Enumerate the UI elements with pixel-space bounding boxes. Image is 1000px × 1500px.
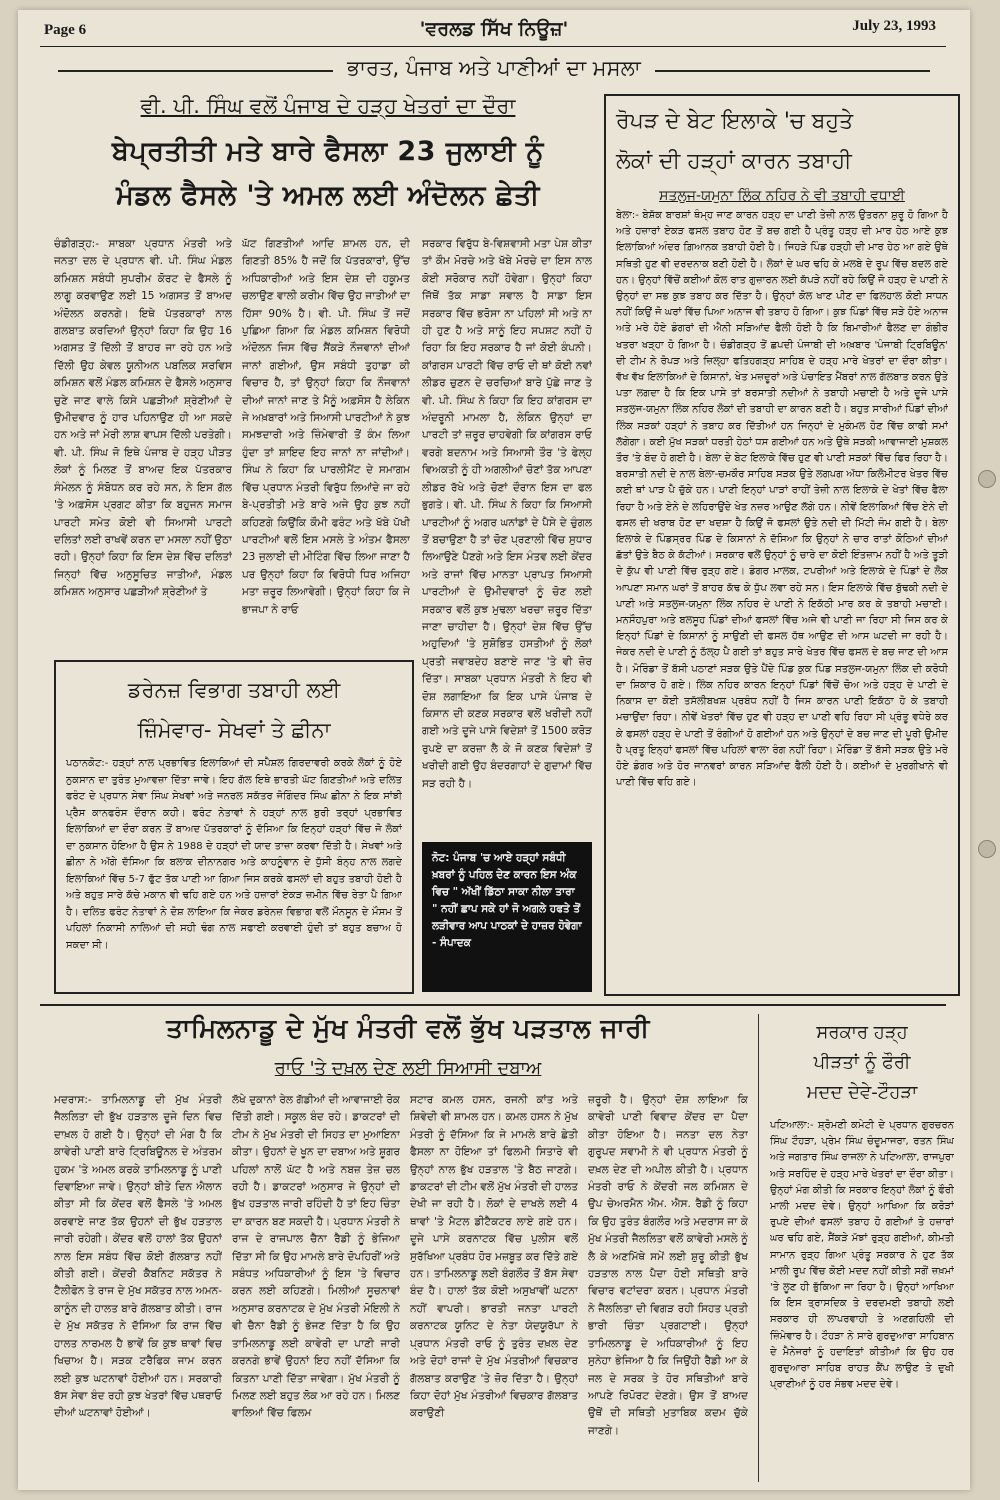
editor-note-text: ਨੋਟ: ਪੰਜਾਬ 'ਚ ਆਏ ਹੜ੍ਹਾਂ ਸਬੰਧੀ ਖ਼ਬਰਾਂ ਨੂੰ ਪਹਿਲ ਦੇਣ ਕਾਰਨ ਇਸ ਅੰਕ ਵਿਚ " ਅੱਖੀਂ ਡਿੱਠਾ ਸਾਕਾ ਨੀਲਾ ਤਾਰਾ " ਨਹੀਂ ਛਾਪ ਸਕੇ ਹਾਂ ਜੋ ਅਗਲੇ ਹਫਤੇ ਤੋਂ ਲੜੀਵਾਰ ਆਪ ਪਾਠਕਾਂ ਦੇ ਹਾਜ਼ਰ ਹੋਵੇਗਾ - <box>432 852 582 949</box>
relief-headline-1: ਸਰਕਾਰ ਹੜ੍ਹ <box>816 1022 908 1043</box>
relief-headline-3: ਮਦਦ ਦੇਵੇ-ਟੌਹੜਾ <box>806 1082 918 1103</box>
ropar-headline-1: ਰੋਪੜ ਦੇ ਬੇਟ ਇਲਾਕੇ 'ਚ ਬਹੁਤੇ <box>616 109 854 134</box>
lead-headline-1: ਬੇਪ੍ਰਤੀਤੀ ਮਤੇ ਬਾਰੇ ਫੈਸਲਾ 23 ਜੁਲਾਈ ਨੂੰ <box>112 136 544 167</box>
ropar-body: ਬੇਲਾ:- ਬੇਸ਼ੱਕ ਬਾਰਸ਼ਾਂ ਥੰਮ੍ਹ ਜਾਣ ਕਾਰਨ ਹੜ੍ਹ ਦਾ ਪਾਣੀ ਤੇਜ਼ੀ ਨਾਲ ਉਤਰਨਾ ਸ਼ੁਰੂ ਹੋ ਗਿਆ ਹੈ ਅਤੇ ਹਜ਼ਾਰਾਂ ਏਕੜ ਫਸਲ ਤਬਾਹ ਹੋਣ ਤੋਂ ਬਚ ਗਈ ਹੈ ਪ੍ਰੰਤੂ ਹੜ੍ਹ ਦੀ ਮਾਰ ਹੇਠ ਆਏ ਕੁਝ ਇਲਾਕਿਆਂ ਅੰਦਰ ਗ਼ਿਆਨਕ ਤਬਾਹੀ ਹੋਈ ਹੈ। ਜਿਹੜੇ ਪਿੰਡ ਹੜ੍ਹੀ ਦੀ ਮਾਰ ਹੇਠ ਆ ਗਏ ਉਥੇ ਸਥਿਤੀ ਹੁਣ ਵੀ ਦਰਦਨਾਕ ਬਣੀ ਹੋਈ ਹੈ। ਲੋਕਾਂ ਦੇ ਘਰ ਢਹਿ ਕੇ ਮਲਬੇ ਦੇ ਰੂਪ ਵਿੱਚ ਬਦਲ ਗਏ ਹਨ। ਉਨ੍ਹਾਂ ਵਿੱਚੋਂ ਕਈਆਂ ਕੋਲ ਰਾਤ ਗੁਜ਼ਾਰਨ ਲਈ ਕੱਪੜੇ ਨਹੀਂ ਰਹੇ ਕਿਉਂ ਜੋ ਹੜ੍ਹ ਦੇ ਪਾਣੀ ਨੇ ਉਨ੍ਹਾਂ ਦਾ ਸਭ ਕੁਝ ਤਬਾਹ ਕਰ ਦਿੱਤਾ ਹੈ। ਉਨ੍ਹਾਂ ਕੋਲ ਖਾਣ ਪੀਣ ਦਾ ਫਿਲਹਾਲ ਕੋਈ ਸਾਧਨ ਨਹੀਂ ਕਿਉਂ ਜੋ ਘਰਾਂ ਵਿੱਚ ਪਿਆ ਅਨਾਜ ਵੀ ਤਬਾਹ ਹੋ ਗਿਆ। ਕੁਝ ਪਿੰਡਾਂ ਵਿੱਚ ਸੜੇ ਹੋਏ ਅਨਾਜ ਅਤੇ ਮਰੇ ਹੋਏ ਡੰਗਰਾਂ ਦੀ ਐਨੀ ਸੜਿਆਂਦ ਫੈਲੀ ਹੋਈ ਹੈ ਕਿ ਬਿਮਾਰੀਆਂ ਫੈਲਣ ਦਾ ਗੰਭੀਰ ਖਤਰਾ ਖੜ੍ਹਾ ਹੋ ਗਿਆ ਹੈ। ਚੰਡੀਗੜ੍ਹ ਤੋਂ ਛਪਦੀ ਪੰਜਾਬੀ ਦੀ ਅਖ਼ਬਾਰ 'ਪੰਜਾਬੀ ਟ੍ਰਿਬਿਊਨ' ਦੀ ਟੀਮ ਨੇ ਰੋਪੜ ਅਤੇ ਜ਼ਿਲ੍ਹਾ ਫਤਿਹਗੜ੍ਹ ਸਾਹਿਬ ਦੇ ਹੜ੍ਹ ਮਾਰੇ ਖੇਤਰਾਂ ਦਾ ਦੌਰਾ ਕੀਤਾ। ਵੱਖ ਵੱਖ ਇਲਾਕਿਆਂ ਦੇ ਕਿਸਾਨਾਂ, ਖੇਤ ਮਜ਼ਦੂਰਾਂ ਅਤੇ ਪੰਚਾਇਤ ਮੈਂਬਰਾਂ ਨਾਲ ਗੱਲਬਾਤ ਕਰਨ ਉਤੇ ਪਤਾ ਲਗਦਾ ਹੈ ਕਿ ਇਕ ਪਾਸੇ ਤਾਂ ਬਰਸਾਤੀ ਨਦੀਆਂ ਨੇ ਤਬਾਹੀ ਮਚਾਈ ਹੈ ਅਤੇ ਦੂਜੇ ਪਾਸੇ ਸਤਲੁਜ-ਯਮੁਨਾ ਲਿੰਕ ਨਹਿਰ ਲੋਕਾਂ ਦੀ ਤਬਾਹੀ ਦਾ ਕਾਰਨ ਬਣੀ ਹੈ। ਬਹੁਤ ਸਾਰੀਆਂ ਪਿੰਡਾਂ ਦੀਆਂ ਲਿੰਕ ਸੜਕਾਂ ਹੜ੍ਹਾਂ ਨੇ ਤਬਾਹ ਕਰ ਦਿੱਤੀਆਂ ਹਨ ਜਿਨ੍ਹਾਂ ਦੇ ਮੁਕੰਮਲ ਹੋਣ ਵਿੱਚ ਕਾਫੀ ਸਮਾਂ ਲੱਗੇਗਾ। ਕਈ ਮੁੱਖ ਸੜਕਾਂ ਧਰਤੀ ਹੇਠਾਂ ਧਸ ਗਈਆਂ ਹਨ ਅਤੇ ਉਥੇ ਸੜਕੀ ਆਵਾਜਾਈ ਮੁਸ਼ਕਲ ਤੌਰ 'ਤੇ ਬੰਦ ਹੋ ਗਈ ਹੈ। ਬੇਲਾ ਦੇ ਬੇਟ ਇਲਾਕੇ ਵਿੱਚ ਹੁਣ ਵੀ ਪਾਣੀ ਸੜਕਾਂ ਵਿੱਚ ਫਿਰ ਰਿਹਾ ਹੈ। ਬਰਸਾਤੀ ਨਦੀ ਦੇ ਨਾਲ ਬੇਲਾ-ਚਮਕੌਰ ਸਾਹਿਬ ਸੜਕ ਉਤੇ ਲਗਪਗ ਅੱਧਾ ਕਿਲੋਮੀਟਰ ਖੇਤਰ ਵਿੱਚ ਕਈ ਥਾਂ ਪਾੜ ਪੈ ਚੁੱਕੇ ਹਨ। ਪਾਣੀ ਇਨ੍ਹਾਂ ਪਾੜਾਂ ਰਾਹੀਂ ਤੇਜ਼ੀ ਨਾਲ ਇਲਾਕੇ ਦੇ ਖੇਤਾਂ ਵਿੱਚ ਫੈਲਾ ਰਿਹਾ ਹੈ ਅਤੇ ਏਨੇ ਦੇ ਲਹਿਰਾਉਂਦੇ ਖੇਤ ਨਜ਼ਰ ਆਉਣ ਲੱਗੇ ਹਨ। ਨੀਵੇਂ ਇਲਾਕਿਆਂ ਵਿੱਚ ਏਨੇ ਦੀ ਫਸਲ ਦੀ ਖਰਾਬ ਹੋਣ ਦਾ ਖਦਸ਼ਾ ਹੈ ਕਿਉਂ ਜੋ ਫਸਲਾਂ ਉਤੇ ਨਦੀ ਦੀ ਮਿੱਟੀ ਜੰਮ ਗਈ ਹੈ। ਬੇਲਾ ਇਲਾਕੇ ਦੇ ਪਿੰਡਸ੍ਰਰ ਪਿੰਡ ਦੇ ਕਿਸਾਨਾਂ ਨੇ ਦੱਸਿਆ ਕਿ ਉਨ੍ਹਾਂ ਨੇ ਚਾਰ ਰਾਤਾਂ ਕੋਠਿਆਂ ਦੀਆਂ ਛੱਤਾਂ ਉਤੇ ਬੈਠ ਕੇ ਕੱਟੀਆਂ। ਸਰਕਾਰ ਵਲੋਂ ਉਨ੍ਹਾਂ ਨੂੰ ਚਾਰੇ ਦਾ ਕੋਈ ਇੰਤਜ਼ਾਮ ਨਹੀਂ ਹੈ ਅਤੇ ਤੂੜੀ ਦੇ ਕੁੱਪ ਵੀ ਪਾਣੀ ਵਿੱਚ ਰੁੜ੍ਹ ਗਏ। ਡੰਗਰ ਮਾਲਕ, ਟਪਰੀਆਂ ਅਤੇ ਇਲਾਕੇ ਦੇ ਪਿੰਡਾਂ ਦੇ ਲੋਕ ਆਪਣਾ ਸਮਾਨ ਘਰਾਂ ਤੋਂ ਬਾਹਰ ਕੱਢ ਕੇ ਧੁੱਪ ਲਵਾ ਰਹੇ ਸਨ। ਇਸ ਇਲਾਕੇ ਵਿੱਚ ਬੁੱਢਕੀ ਨਦੀ ਦੇ ਪਾਣੀ ਅਤੇ ਸਤਲੁਜ-ਯਮੁਨਾ ਲਿੰਕ ਨਹਿਰ ਦੇ ਪਾਣੀ ਨੇ ਇਕੱਠੀ ਮਾਰ ਕਰ ਕੇ ਤਬਾਹੀ ਮਚਾਈ। ਮਨਸੌਹਪੁਰਾ ਅਤੇ ਬਲਸੂਹ ਪਿੰਡਾਂ ਦੀਆਂ ਫਸਲਾਂ ਵਿੱਚ ਅਜੇ ਵੀ ਪਾਣੀ ਜਾ ਰਿਹਾ ਸੀ ਜਿਸ ਕਰ ਕੇ ਇਨ੍ਹਾਂ ਪਿੰਡਾਂ ਦੇ ਕਿਸਾਨਾਂ ਨੂੰ ਸਾਉਣੀ ਦੀ ਫਸਲ ਹੱਥ ਆਉਣ ਦੀ ਆਸ ਘਟਦੀ ਜਾ ਰਹੀ ਹੈ। ਜੇਕਰ ਨਦੀ ਦੇ ਪਾਣੀ ਨੂੰ ਠੱਲ੍ਹ ਪੈ ਗਈ ਤਾਂ ਬਹੁਤ ਸਾਰੇ ਖੇਤਰ ਵਿੱਚ ਫਸਲ ਦੇ ਬਚ ਜਾਣ ਦੀ ਆਸ ਹੈ। ਮੋਰਿੰਡਾ ਤੋਂ ਬੱਸੀ ਪਠਾਣਾਂ ਸੜਕ ਉਤੇ ਪੈਂਦੇ ਪਿੰਡ ਕੁਕ ਪਿੰਡ ਸਤਲੁਜ-ਯਮੁਨਾ ਲਿੰਕ ਦੀ ਕਰੋਧੀ ਦਾ ਸ਼ਿਕਾਰ ਹੋ ਗਏ। ਲਿੰਕ ਨਹਿਰ ਕਾਰਨ ਇਨ੍ਹਾਂ ਪਿੰਡਾਂ ਵਿੱਚੋਂ ਚੋਅ ਅਤੇ ਹੜ੍ਹ ਦੇ ਪਾਣੀ ਦੇ ਨਿਕਾਸ ਦਾ ਕੋਈ ਤਸੱਲੀਬਖਸ਼ ਪ੍ਰਬੰਧ ਨਹੀਂ ਹੈ ਜਿਸ ਕਾਰਨ ਪਾਣੀ ਇਕੱਠਾ ਹੋ ਕੇ ਤਬਾਹੀ ਮਚਾਉਂਦਾ ਰਿਹਾ। ਨੀਵੇਂ ਖੇਤਰਾਂ ਵਿੱਚ ਹੁਣ ਵੀ ਹੜ੍ਹ ਦਾ ਪਾਣੀ ਵਹਿ ਰਿਹਾ ਸੀ ਪ੍ਰੰਤੂ ਵਧੇਰੇ ਕਰ ਕੇ ਫਸਲਾਂ ਹੜ੍ਹ ਦੇ ਪਾਣੀ ਤੋਂ ਰੰਗੀਆਂ ਹੋ ਗਈਆਂ ਹਨ ਅਤੇ ਉਨ੍ਹਾਂ ਦੇ ਬਚ ਜਾਣ ਦੀ ਪੂਰੀ ਉਮੀਦ ਹੈ ਪ੍ਰਤੂ ਇਨ੍ਹਾਂ ਫਸਲਾਂ ਵਿੱਚ ਪਹਿਲਾਂ ਵਾਲਾ ਰੰਗ ਨਹੀਂ ਰਿਹਾ। ਮੋਰਿੰਡਾ ਤੋਂ ਬੱਸੀ ਸੜਕ ਉਤੇ ਮਰੇ ਹੋਏ ਡੰਗਰ ਅਤੇ ਹੋਰ ਜਾਨਵਰਾਂ ਕਾਰਨ ਸੜਿਆਂਦ ਫੈਲੀ ਹੋਈ ਹੈ। ਕਈਆਂ ਦੇ ਮੁਰਗੀਖਾਨੇ ਵੀ ਪਾਣੀ ਵਿੱਚ ਵਹਿ ਗਏ। <box>616 210 948 789</box>
lead-column-1: ਚੰਡੀਗੜ੍ਹ:- ਸਾਬਕਾ ਪ੍ਰਧਾਨ ਮੰਤਰੀ ਅਤੇ ਜਨਤਾ ਦਲ ਦੇ ਪ੍ਰਧਾਨ ਵੀ. ਪੀ. ਸਿੰਘ ਮੰਡਲ ਕਮਿਸ਼ਨ ਸਬੰਧੀ ਸੁਪਰੀਮ ਕੋਰਟ ਦੇ ਫੈਸਲੇ ਨੂੰ ਲਾਗੂ ਕਰਵਾਉਣ ਲਈ 15 ਅਗਸਤ ਤੋਂ ਬਾਅਦ ਅੰਦੋਲਨ ਕਰਨਗੇ। ਇਥੇ ਪੱਤਰਕਾਰਾਂ ਨਾਲ ਗਲਬਾਤ ਕਰਦਿਆਂ ਉਨ੍ਹਾਂ ਕਿਹਾ ਕਿ ਉਹ 16 ਅਗਸਤ ਤੋਂ ਦਿੱਲੀ ਤੋਂ ਬਾਹਰ ਜਾ ਰਹੇ ਹਨ ਅਤੇ ਦਿੱਲੀ ਉਹ ਕੇਵਲ ਯੂਨੀਅਨ ਪਬਲਿਕ ਸਰਵਿਸ ਕਮਿਸ਼ਨ ਵਲੋਂ ਮੰਡਲ ਕਮਿਸ਼ਨ ਦੇ ਫੈਸਲੇ ਅਨੁਸਾਰ ਚੁਣੇ ਜਾਣ ਵਾਲੇ ਕਿਸੇ ਪਛੜੀਆਂ ਸ਼੍ਰੇਣੀਆਂ ਦੇ ਉਮੀਦਵਾਰ ਨੂੰ ਹਾਰ ਪਹਿਨਾਉਣ ਹੀ ਆ ਸਕਦੇ ਹਨ ਅਤੇ ਜਾਂ ਮੇਰੀ ਲਾਸ਼ ਵਾਪਸ ਦਿੱਲੀ ਪਰਤੇਗੀ। ਵੀ. ਪੀ. ਸਿੰਘ ਜੋ ਇਥੇ ਪੰਜਾਬ ਦੇ ਹੜ੍ਹ ਪੀੜਤ ਲੋਕਾਂ ਨੂੰ ਮਿਲਣ ਤੋਂ ਬਾਅਦ ਇਕ ਪੱਤਰਕਾਰ ਸੰਮੇਲਨ ਨੂੰ ਸੰਬੋਧਨ ਕਰ ਰਹੇ ਸਨ, ਨੇ ਇਸ ਗੱਲ 'ਤੇ ਅਫ਼ਸੋਸ ਪ੍ਰਗਟ ਕੀਤਾ ਕਿ ਬਹੁਜਨ ਸਮਾਜ ਪਾਰਟੀ ਸਮੇਤ ਕੋਈ ਵੀ ਸਿਆਸੀ ਪਾਰਟੀ ਦਲਿਤਾਂ ਲਈ ਰਾਖਵੇਂ ਕਰਨ ਦਾ ਮਸਲਾ ਨਹੀਂ ਉਠਾ ਰਹੀ। ਉਨ੍ਹਾਂ ਕਿਹਾ ਕਿ ਇਸ ਦੇਸ਼ ਵਿੱਚ ਦਲਿਤਾਂ ਜਿਨ੍ਹਾਂ ਵਿੱਚ ਅਨੁਸੂਚਿਤ ਜਾਤੀਆਂ, ਮੰਡਲ ਕਮਿਸ਼ਨ ਅਨੁਸਾਰ ਪਛੜੀਆਂ ਸ਼੍ਰੇਣੀਆਂ ਤੇ <box>54 238 232 599</box>
paper-name: 'ਵਰਲਡ ਸਿੱਖ ਨਿਊਜ਼' <box>419 18 569 40</box>
lead-column-3: ਸਰਕਾਰ ਵਿਰੁੱਧ ਬੇ-ਵਿਸ਼ਵਾਸੀ ਮਤਾ ਪੇਸ਼ ਕੀਤਾ ਤਾਂ ਕੌਮ ਮੋਰਚੇ ਅਤੇ ਖੱਬੇ ਮੋਰਚੇ ਦਾ ਇਸ ਨਾਲ ਕੋਈ ਸਰੋਕਾਰ ਨਹੀਂ ਹੋਵੇਗਾ। ਉਨ੍ਹਾਂ ਕਿਹਾ ਜਿੱਥੋਂ ਤੱਕ ਸਾਡਾ ਸਵਾਲ ਹੈ ਸਾਡਾ ਇਸ ਸਰਕਾਰ ਵਿੱਚ ਭਰੋਸਾ ਨਾ ਪਹਿਲਾਂ ਸੀ ਅਤੇ ਨਾ ਹੀ ਹੁਣ ਹੈ ਅਤੇ ਸਾਨੂੰ ਇਹ ਸਪਸ਼ਟ ਨਹੀਂ ਹੋ ਰਿਹਾ ਕਿ ਇਹ ਸਰਕਾਰ ਹੈ ਜਾਂ ਕੋਈ ਕੰਪਨੀ। ਕਾਂਗਰਸ ਪਾਰਟੀ ਵਿੱਚ ਰਾਓ ਦੀ ਥਾਂ ਕੋਈ ਨਵਾਂ ਲੀਡਰ ਚੁਣਨ ਦੇ ਚਰਚਿਆਂ ਬਾਰੇ ਪੁੱਛੇ ਜਾਣ ਤੇ ਵੀ. ਪੀ. ਸਿੰਘ ਨੇ ਕਿਹਾ ਕਿ ਇਹ ਕਾਂਗਰਸ ਦਾ ਅੰਦਰੂਨੀ ਮਾਮਲਾ ਹੈ, ਲੇਕਿਨ ਉਨ੍ਹਾਂ ਦਾ ਪਾਰਟੀ ਤਾਂ ਜ਼ਰੂਰ ਚਾਹਵੇਗੀ ਕਿ ਕਾਂਗਰਸ ਰਾਓ ਵਰਗੇ ਬਦਨਾਮ ਅਤੇ ਸਿਆਸੀ ਤੌਰ 'ਤੇ ਫੇਲ੍ਹ ਵਿਅਕਤੀ ਨੂੰ ਹੀ ਅਗਲੀਆਂ ਚੋਣਾਂ ਤੱਕ ਆਪਣਾ ਲੀਡਰ ਰੱਖੇ ਅਤੇ ਚੋਣਾਂ ਦੌਰਾਨ ਇਸ ਦਾ ਫਲ ਭੁਗਤੇ। ਵੀ. ਪੀ. ਸਿੰਘ ਨੇ ਕਿਹਾ ਕਿ ਸਿਆਸੀ ਪਾਰਟੀਆਂ ਨੂੰ ਅਗਰ ਘਨਾਂਡਾਂ ਦੇ ਪੈਸੇ ਦੇ ਚੁੰਗਲ ਤੋਂ ਬਚਾਉਣਾ ਹੈ ਤਾਂ ਚੋਣ ਪ੍ਰਣਾਲੀ ਵਿੱਚ ਸੁਧਾਰ ਲਿਆਉਣੇ ਪੈਣਗੇ ਅਤੇ ਇਸ ਮੰਤਵ ਲਈ ਕੇਂਦਰ ਅਤੇ ਰਾਜਾਂ ਵਿੱਚ ਮਾਨਤਾ ਪ੍ਰਾਪਤ ਸਿਆਸੀ ਪਾਰਟੀਆਂ ਦੇ ਉਮੀਦਵਾਰਾਂ ਨੂੰ ਚੋਣ ਲਈ ਸਰਕਾਰ ਵਲੋਂ ਕੁਝ ਮੁਢਲਾ ਖਰਚਾ ਜ਼ਰੂਰ ਦਿੱਤਾ ਜਾਣਾ ਚਾਹੀਦਾ ਹੈ। ਉਨ੍ਹਾਂ ਦੇਸ਼ ਵਿੱਚ ਉੱਚ ਅਹੁਦਿਆਂ 'ਤੇ ਸੁਸ਼ੋਭਿਤ ਹਸਤੀਆਂ ਨੂੰ ਲੋਕਾਂ ਪ੍ਰਤੀ ਜਵਾਬਦੇਹ ਬਣਾਏ ਜਾਣ 'ਤੇ ਵੀ ਜ਼ੋਰ ਦਿੱਤਾ। ਸਾਬਕਾ ਪ੍ਰਧਾਨ ਮੰਤਰੀ ਨੇ ਇਹ ਵੀ ਦੋਸ਼ ਲਗਾਇਆ ਕਿ ਇਕ ਪਾਸੇ ਪੰਜਾਬ ਦੇ ਕਿਸਾਨ ਦੀ ਕਣਕ ਸਰਕਾਰ ਵਲੋਂ ਖਰੀਦੀ ਨਹੀਂ ਗਈ ਅਤੇ ਦੂਜੇ ਪਾਸੇ ਵਿਦੇਸ਼ਾਂ ਤੋਂ 1500 ਕਰੋੜ ਰੁਪਏ ਦਾ ਕਰਜ਼ਾ ਲੈ ਕੇ ਜੋ ਕਣਕ ਵਿਦੇਸ਼ਾਂ ਤੋਂ ਖਰੀਦੀ ਗਈ ਉਹ ਬੰਦਰਗਾਹਾਂ ਦੇ ਗੁਦਾਮਾਂ ਵਿੱਚ ਸੜ ਰਹੀ ਹੈ। <box>422 238 592 790</box>
ropar-subhead: ਸਤਲੁਜ-ਯਮੁਨਾ ਲਿੰਕ ਨਹਿਰ ਨੇ ਵੀ ਤਬਾਹੀ ਵਧਾਈ <box>659 188 905 204</box>
punch-hole <box>978 840 996 858</box>
lead-column-2: ਘੱਟ ਗਿਣਤੀਆਂ ਆਦਿ ਸ਼ਾਮਲ ਹਨ, ਦੀ ਗਿਣਤੀ 85% ਹੈ ਜਦੋਂ ਕਿ ਪੱਤਰਕਾਰਾਂ, ਉੱਚ ਅਧਿਕਾਰੀਆਂ ਅਤੇ ਇਸ ਦੇਸ਼ ਦੀ ਹਕੂਮਤ ਚਲਾਉਣ ਵਾਲੀ ਕਰੀਮ ਵਿੱਚ ਉਹ ਜਾਤੀਆਂ ਦਾ ਹਿੱਸਾ 90% ਹੈ। ਵੀ. ਪੀ. ਸਿੰਘ ਤੋਂ ਜਦੋਂ ਪੁਛਿਆ ਗਿਆ ਕਿ ਮੰਡਲ ਕਮਿਸ਼ਨ ਵਿਰੋਧੀ ਅੰਦੋਲਨ ਜਿਸ ਵਿੱਚ ਸੈਂਕੜੇ ਨੌਜਵਾਨਾਂ ਦੀਆਂ ਜਾਨਾਂ ਗਈਆਂ, ਉਸ ਸਬੰਧੀ ਤੁਹਾਡਾ ਕੀ ਵਿਚਾਰ ਹੈ, ਤਾਂ ਉਨ੍ਹਾਂ ਕਿਹਾ ਕਿ ਨੌਜਵਾਨਾਂ ਦੀਆਂ ਜਾਨਾਂ ਜਾਣ ਤੇ ਮੈਨੂੰ ਅਫ਼ਸੋਸ ਹੈ ਲੇਕਿਨ ਜੇ ਅਖ਼ਬਾਰਾਂ ਅਤੇ ਸਿਆਸੀ ਪਾਰਟੀਆਂ ਨੇ ਕੁਝ ਸਮਝਦਾਰੀ ਅਤੇ ਜ਼ਿੰਮੇਵਾਰੀ ਤੋਂ ਕੰਮ ਲਿਆ ਹੁੰਦਾ ਤਾਂ ਸ਼ਾਇਦ ਇਹ ਜਾਨਾਂ ਨਾ ਜਾਂਦੀਆਂ। ਸਿੰਘ ਨੇ ਕਿਹਾ ਕਿ ਪਾਰਲੀਮੈਂਟ ਦੇ ਸਮਾਗਮ ਵਿੱਚ ਪ੍ਰਧਾਨ ਮੰਤਰੀ ਵਿਰੁੱਧ ਲਿਆਂਦੇ ਜਾ ਰਹੇ ਬੇ-ਪ੍ਰਤੀਤੀ ਮਤੇ ਬਾਰੇ ਅਜੇ ਉਹ ਕੁਝ ਨਹੀਂ ਕਹਿਣਗੇ ਕਿਉਂਕਿ ਕੌਮੀ ਫਰੰਟ ਅਤੇ ਖੱਬੇ ਪੱਖੀ ਪਾਰਟੀਆਂ ਵਲੋਂ ਇਸ ਮਸਲੇ ਤੇ ਅੰਤਮ ਫੈਸਲਾ 23 ਜੁਲਾਈ ਦੀ ਮੀਟਿੰਗ ਵਿੱਚ ਲਿਆ ਜਾਣਾ ਹੈ ਪਰ ਉਨ੍ਹਾਂ ਕਿਹਾ ਕਿ ਵਿਰੋਧੀ ਧਿਰ ਅਜਿਹਾ ਮਤਾ ਜ਼ਰੂਰ ਲਿਆਵੇਗੀ। ਉਨ੍ਹਾਂ ਕਿਹਾ ਕਿ ਜੇ ਭਾਜਪਾ ਨੇ ਰਾਓ <box>242 238 410 616</box>
editor-note <box>422 842 592 992</box>
tamil-column-2: ਲੱਖੇ ਦੁਕਾਨਾਂ ਰੇਲ ਗੱਡੀਆਂ ਦੀ ਆਵਾਜਾਈ ਰੋਕ ਦਿੱਤੀ ਗਈ। ਸਕੂਲ ਬੰਦ ਰਹੇ। ਡਾਕਟਰਾਂ ਦੀ ਟੀਮ ਨੇ ਮੁੱਖ ਮੰਤਰੀ ਦੀ ਸਿਹਤ ਦਾ ਮੁਆਇਨਾ ਕੀਤਾ। ਉਹਨਾਂ ਦੇ ਖੂਨ ਦਾ ਦਬਾਅ ਅਤੇ ਸ਼ੂਗਰ ਪਹਿਲਾਂ ਨਾਲੋਂ ਘੱਟ ਹੈ ਅਤੇ ਨਬਜ਼ ਤੇਜ਼ ਚਲ ਰਹੀ ਹੈ। ਡਾਕਟਰਾਂ ਅਨੁਸਾਰ ਜੇ ਉਨ੍ਹਾਂ ਦੀ ਭੁੱਖ ਹੜਤਾਲ ਜਾਰੀ ਰਹਿੰਦੀ ਹੈ ਤਾਂ ਇਹ ਚਿੰਤਾ ਦਾ ਕਾਰਨ ਬਣ ਸਕਦੀ ਹੈ। ਪ੍ਰਧਾਨ ਮੰਤਰੀ ਨੇ ਰਾਜ ਦੇ ਰਾਜਪਾਲ ਚੈਨਾ ਰੈਡੀ ਨੂੰ ਭੇਜਿਆ ਦਿੱਤਾ ਸੀ ਕਿ ਉਹ ਮਾਮਲੇ ਬਾਰੇ ਦੋਪਹਿਰੀਂ ਅਤੇ ਸਬੰਧਤ ਅਧਿਕਾਰੀਆਂ ਨੂੰ ਇਸ 'ਤੇ ਵਿਚਾਰ ਕਰਨ ਲਈ ਕਹਿਣਗੇ। ਮਿਲੀਆਂ ਸੂਚਨਾਵਾਂ ਅਨੁਸਾਰ ਕਰਨਾਟਕ ਦੇ ਮੁੱਖ ਮੰਤਰੀ ਮੋਇਲੀ ਨੇ ਵੀ ਚੈਨਾ ਰੈਡੀ ਨੂੰ ਭੇਜਣ ਦਿੱਤਾ ਹੈ ਕਿ ਉਹ ਤਾਮਿਲਨਾਡੂ ਲਈ ਕਾਵੇਰੀ ਦਾ ਪਾਣੀ ਜਾਰੀ ਕਰਨਗੇ ਭਾਵੇਂ ਉਹਨਾਂ ਇਹ ਨਹੀਂ ਦੱਸਿਆ ਕਿ ਕਿਤਨਾ ਪਾਣੀ ਦਿੱਤਾ ਜਾਵੇਗਾ। ਮੁੱਖ ਮੰਤਰੀ ਨੂੰ ਮਿਲਣ ਲਈ ਬਹੁਤ ਲੋਕ ਆ ਰਹੇ ਹਨ। ਮਿਲਣ ਵਾਲਿਆਂ ਵਿੱਚ ਫਿਲਮ <box>232 1094 400 1420</box>
punch-hole <box>978 470 996 488</box>
drainage-title-2: ਜ਼ਿੰਮੇਵਾਰ- ਸੇਖਵਾਂ ਤੇ ਛੀਨਾ <box>137 718 331 742</box>
editor-note-signoff: ਸੰਪਾਦਕ <box>440 937 471 949</box>
ropar-story-box <box>604 94 960 996</box>
relief-headline-2: ਪੀੜਤਾਂ ਨੂੰ ਫੌਰੀ <box>813 1052 911 1073</box>
newspaper-page <box>18 10 970 1490</box>
tamil-subhead: ਰਾਓ 'ਤੇ ਦਖ਼ਲ ਦੇਣ ਲਈ ਸਿਆਸੀ ਦਬਾਅ <box>274 1058 542 1079</box>
lead-headline-2: ਮੰਡਲ ਫੈਸਲੇ 'ਤੇ ਅਮਲ ਲਈ ਅੰਦੋਲਨ ਛੇਤੀ <box>116 180 540 211</box>
drainage-title-1: ਡਰੇਨਜ਼ ਵਿਭਾਗ ਤਬਾਹੀ ਲਈ <box>127 678 341 702</box>
issue-date: July 23, 1993 <box>852 18 936 34</box>
tamil-column-3: ਸਟਾਰ ਕਮਲ ਹਸਨ, ਰਜਨੀ ਕਾਂਤ ਅਤੇ ਸ਼ਿਵੇਦੀ ਵੀ ਸ਼ਾਮਲ ਹਨ। ਕਮਲ ਹਸਨ ਨੇ ਮੁੱਖ ਮੰਤਰੀ ਨੂੰ ਦੱਸਿਆ ਕਿ ਜੇ ਮਾਮਲੇ ਬਾਰੇ ਛੇਤੀ ਫੈਸਲਾ ਨਾ ਹੋਇਆ ਤਾਂ ਫਿਲਮੀ ਸਿਤਾਰੇ ਵੀ ਉਨ੍ਹਾਂ ਨਾਲ ਭੁੱਖ ਹੜਤਾਲ 'ਤੇ ਬੈਠ ਜਾਣਗੇ। ਡਾਕਟਰਾਂ ਦੀ ਟੀਮ ਵਲੋਂ ਮੁੱਖ ਮੰਤਰੀ ਦੀ ਹਾਲਤ ਦੇਖੀ ਜਾ ਰਹੀ ਹੈ। ਲੋਕਾਂ ਦੇ ਦਾਖਲੇ ਲਈ 4 ਥਾਵਾਂ 'ਤੇ ਮੈਟਲ ਡੀਟੈਕਟਰ ਲਾਏ ਗਏ ਹਨ। ਦੂਜੇ ਪਾਸੇ ਕਰਨਾਟਕ ਵਿੱਚ ਪੁਲੀਸ ਵਲੋਂ ਸੁਰੱਖਿਆ ਪ੍ਰਬੰਧ ਹੋਰ ਮਜ਼ਬੂਤ ਕਰ ਦਿੱਤੇ ਗਏ ਹਨ। ਤਾਮਿਲਨਾਡੂ ਲਈ ਬੰਗਲੌਰ ਤੋਂ ਬੱਸ ਸੇਵਾ ਬੰਦ ਹੈ। ਹਾਲਾਂ ਤੱਕ ਕੋਈ ਅਸੁਖਾਵੀਂ ਘਟਨਾ ਨਹੀਂ ਵਾਪਰੀ। ਭਾਰਤੀ ਜਨਤਾ ਪਾਰਟੀ ਕਰਨਾਟਕ ਯੂਨਿਟ ਦੇ ਨੇਤਾ ਯੇਦਯੂਰੱਪਾ ਨੇ ਪ੍ਰਧਾਨ ਮੰਤਰੀ ਰਾਓ ਨੂੰ ਤੁਰੰਤ ਦਖ਼ਲ ਦੇਣ ਅਤੇ ਦੋਹਾਂ ਰਾਜਾਂ ਦੇ ਮੁੱਖ ਮੰਤਰੀਆਂ ਵਿਚਕਾਰ ਗੱਲਬਾਤ ਕਰਾਉਣ 'ਤੇ ਜ਼ੋਰ ਦਿੱਤਾ ਹੈ। ਉਨ੍ਹਾਂ ਕਿਹਾ ਦੋਹਾਂ ਮੁੱਖ ਮੰਤਰੀਆਂ ਵਿਚਕਾਰ ਗੱਲਬਾਤ ਕਰਾਉਣੀ <box>410 1094 578 1420</box>
section-title: ਭਾਰਤ, ਪੰਜਾਬ ਅਤੇ ਪਾਣੀਆਂ ਦਾ ਮਸਲਾ <box>18 56 970 81</box>
tamil-column-1: ਮਦਰਾਸ:- ਤਾਮਿਲਨਾਡੂ ਦੀ ਮੁੱਖ ਮੰਤਰੀ ਜੈਲਲਿਤਾ ਦੀ ਭੁੱਖ ਹੜਤਾਲ ਦੂਜੇ ਦਿਨ ਵਿਚ ਦਾਖ਼ਲ ਹੋ ਗਈ ਹੈ। ਉਨ੍ਹਾਂ ਦੀ ਮੰਗ ਹੈ ਕਿ ਕਾਵੇਰੀ ਪਾਣੀ ਬਾਰੇ ਟ੍ਰਿਬਿਊਨਲ ਦੇ ਅੰਤਰਮ ਹੁਕਮ 'ਤੇ ਅਮਲ ਕਰਕੇ ਤਾਮਿਲਨਾਡੂ ਨੂੰ ਪਾਣੀ ਦਿਵਾਇਆ ਜਾਵੇ। ਉਨ੍ਹਾਂ ਬੀਤੇ ਦਿਨ ਐਲਾਨ ਕੀਤਾ ਸੀ ਕਿ ਕੇਂਦਰ ਵਲੋਂ ਫੈਸਲੇ 'ਤੇ ਅਮਲ ਕਰਵਾਏ ਜਾਣ ਤੱਕ ਉਹਨਾਂ ਦੀ ਭੁੱਖ ਹੜਤਾਲ ਜਾਰੀ ਰਹੇਗੀ। ਕੇਂਦਰ ਵਲੋਂ ਹਾਲਾਂ ਤੱਕ ਉਹਨਾਂ ਨਾਲ ਇਸ ਸਬੰਧ ਵਿੱਚ ਕੋਈ ਗੱਲਬਾਤ ਨਹੀਂ ਕੀਤੀ ਗਈ। ਕੇਂਦਰੀ ਕੈਬਨਿਟ ਸਕੱਤਰ ਨੇ ਟੈਲੀਫੋਨ ਤੇ ਰਾਜ ਦੇ ਮੁੱਖ ਸਕੱਤਰ ਨਾਲ ਅਮਨ-ਕਾਨੂੰਨ ਦੀ ਹਾਲਤ ਬਾਰੇ ਗੱਲਬਾਤ ਕੀਤੀ। ਰਾਜ ਦੇ ਮੁੱਖ ਸਕੱਤਰ ਨੇ ਦੱਸਿਆ ਕਿ ਰਾਜ ਵਿੱਚ ਹਾਲਤ ਨਾਰਮਲ ਹੈ ਭਾਵੇਂ ਕਿ ਕੁਝ ਥਾਵਾਂ ਵਿਚ ਖਿਚਾਅ ਹੈ। ਸੜਕ ਟਰੈਫਿਕ ਜਾਮ ਕਰਨ ਲਈ ਕੁਝ ਘਟਨਾਵਾਂ ਹੋਈਆਂ ਹਨ। ਸਰਕਾਰੀ ਬੱਸ ਸੇਵਾ ਬੰਦ ਰਹੀ ਕੁਝ ਖੇਤਰਾਂ ਵਿੱਚ ਪਥਰਾਓ ਦੀਆਂ ਘਟਨਾਵਾਂ ਹੋਈਆਂ। <box>54 1094 222 1420</box>
column-divider <box>758 1014 759 1482</box>
page-number: Page 6 <box>44 22 87 38</box>
drainage-story-box <box>54 660 414 994</box>
relief-body: ਪਟਿਆਲਾ:- ਸ਼੍ਰੋਮਣੀ ਕਮੇਟੀ ਦੇ ਪ੍ਰਧਾਨ ਗੁਰਚਰਨ ਸਿੰਘ ਟੌਹੜਾ, ਪ੍ਰੇਮ ਸਿੰਘ ਚੰਦੂਮਾਜਰਾ, ਰਤਨ ਸਿੰਘ ਅਤੇ ਜਗਤਾਰ ਸਿੰਘ ਰਾਜਲਾ ਨੇ ਪਟਿਆਲਾ, ਰਾਜਪੁਰਾ ਅਤੇ ਸਰਹਿੰਦ ਦੇ ਹੜ੍ਹ ਮਾਰੇ ਖੇਤਰਾਂ ਦਾ ਦੌਰਾ ਕੀਤਾ। ਉਨ੍ਹਾਂ ਮੰਗ ਕੀਤੀ ਕਿ ਸਰਕਾਰ ਇਨ੍ਹਾਂ ਲੋਕਾਂ ਨੂੰ ਫੌਰੀ ਮਾਲੀ ਮਦਦ ਦੇਵੇ। ਉਨ੍ਹਾਂ ਆਖਿਆ ਕਿ ਕਰੋੜਾਂ ਰੁਪਏ ਦੀਆਂ ਫਸਲਾਂ ਤਬਾਹ ਹੋ ਗਈਆਂ ਤੇ ਹਜ਼ਾਰਾਂ ਘਰ ਢਹਿ ਗਏ, ਸੈਂਕੜੇ ਮੱਝਾਂ ਰੁੜ੍ਹ ਗਈਆਂ, ਕੀਮਤੀ ਸਾਮਾਨ ਰੁੜ੍ਹ ਗਿਆ ਪ੍ਰੰਤੂ ਸਰਕਾਰ ਨੇ ਹੁਣ ਤੱਕ ਮਾਲੀ ਰੂਪ ਵਿੱਚ ਕੋਈ ਮਦਦ ਨਹੀਂ ਕੀਤੀ ਸਗੋਂ ਜ਼ਖ਼ਮਾਂ 'ਤੇ ਲੂਣ ਹੀ ਭੁੱਕਿਆ ਜਾ ਰਿਹਾ ਹੈ। ਉਨ੍ਹਾਂ ਆਖਿਆ ਕਿ ਇਸ ਤ੍ਰਾਸਦਿਕ ਤੇ ਦਰਦਮਈ ਤਬਾਹੀ ਲਈ ਸਰਕਾਰ ਹੀ ਲਾਪਰਵਾਹੀ ਤੇ ਅਣਗਹਿਲੀ ਦੀ ਜ਼ਿੰਮੇਵਾਰ ਹੈ। ਟੌਹੜਾ ਨੇ ਸਾਰੇ ਗੁਰਦੁਆਰਾ ਸਾਹਿਬਾਨ ਦੇ ਮੈਨੇਜਰਾਂ ਨੂੰ ਹਦਾਇਤਾਂ ਕੀਤੀਆਂ ਕਿ ਉਹ ਹਰ ਗੁਰਦੁਆਰਾ ਸਾਹਿਬ ਰਾਹਤ ਕੈਂਪ ਲਾਉਣ ਤੇ ਦੁਖੀ ਪ੍ਰਾਣੀਆਂ ਨੂੰ ਹਰ ਸੰਭਵ ਮਦਦ ਦੇਵੇ। <box>770 1120 954 1391</box>
lead-kicker: ਵੀ. ਪੀ. ਸਿੰਘ ਵਲੋਂ ਪੰਜਾਬ ਦੇ ਹੜ੍ਹ ਖੇਤਰਾਂ ਦਾ ਦੌਰਾ <box>140 94 516 118</box>
tamil-column-4: ਜ਼ਰੂਰੀ ਹੈ। ਉਨ੍ਹਾਂ ਦੋਸ਼ ਲਾਇਆ ਕਿ ਕਾਵੇਰੀ ਪਾਣੀ ਵਿਵਾਦ ਕੇਂਦਰ ਦਾ ਪੈਦਾ ਕੀਤਾ ਹੋਇਆ ਹੈ। ਜਨਤਾ ਦਲ ਨੇਤਾ ਗੁਰੂਪਦ ਸਵਾਮੀ ਨੇ ਵੀ ਪ੍ਰਧਾਨ ਮੰਤਰੀ ਨੂੰ ਦਖ਼ਲ ਦੇਣ ਦੀ ਅਪੀਲ ਕੀਤੀ ਹੈ। ਪ੍ਰਧਾਨ ਮੰਤਰੀ ਰਾਓ ਨੇ ਕੇਂਦਰੀ ਜਲ ਕਮਿਸ਼ਨ ਦੇ ਉਪ ਚੇਅਰਮੈਨ ਐਮ. ਐਸ. ਰੈਡੀ ਨੂੰ ਕਿਹਾ ਕਿ ਉਹ ਤੁਰੰਤ ਬੰਗਲੌਰ ਅਤੇ ਮਦਰਾਸ ਜਾ ਕੇ ਮੁੱਖ ਮੰਤਰੀ ਜੈਲਲਿਤਾ ਵਲੋਂ ਕਾਵੇਰੀ ਮਸਲੇ ਨੂੰ ਲੈ ਕੇ ਅਣਮਿੱਥੇ ਸਮੇਂ ਲਈ ਸ਼ੁਰੂ ਕੀਤੀ ਭੁੱਖ ਹੜਤਾਲ ਨਾਲ ਪੈਦਾ ਹੋਈ ਸਥਿਤੀ ਬਾਰੇ ਵਿਚਾਰ ਵਟਾਂਦਰਾ ਕਰਨ। ਪ੍ਰਧਾਨ ਮੰਤਰੀ ਨੇ ਜੈਲਲਿਤਾ ਦੀ ਵਿਗੜ ਰਹੀ ਸਿਹਤ ਪ੍ਰਤੀ ਭਾਰੀ ਚਿੰਤਾ ਪ੍ਰਗਟਾਈ। ਉਨ੍ਹਾਂ ਤਾਮਿਲਨਾਡੂ ਦੇ ਅਧਿਕਾਰੀਆਂ ਨੂੰ ਇਹ ਸੁਨੇਹਾ ਭੇਜਿਆ ਹੈ ਕਿ ਜਿਉਂਹੀ ਰੈਡੀ ਆ ਕੇ ਜਲ ਦੇ ਸਰਕ ਤੇ ਹੋਰ ਸਥਿਤੀਆਂ ਬਾਰੇ ਆਪਣੇ ਰਿਪੋਰਟ ਦੇਣਗੇ। ਉਸ ਤੋਂ ਬਾਅਦ ਉਥੋਂ ਦੀ ਸਥਿਤੀ ਮੁਤਾਬਿਕ ਕਦਮ ਚੁੱਕੇ ਜਾਣਗੇ। <box>588 1094 748 1437</box>
tamil-headline: ਤਾਮਿਲਨਾਡੂ ਦੇ ਮੁੱਖ ਮੰਤਰੀ ਵਲੋਂ ਭੁੱਖ ਪੜਤਾਲ ਜਾਰੀ <box>166 1014 650 1044</box>
lower-section-rule <box>40 1004 946 1006</box>
drainage-body: ਪਠਾਨਕੋਟ:- ਹੜ੍ਹਾਂ ਨਾਲ ਪ੍ਰਭਾਵਿਤ ਇਲਾਕਿਆਂ ਦੀ ਸਪੈਸ਼ਲ ਗਿਰਦਾਵਰੀ ਕਰਕੇ ਲੋਕਾਂ ਨੂੰ ਹੋਏ ਨੁਕਸਾਨ ਦਾ ਤੁਰੰਤ ਮੁਆਵਜ਼ਾ ਦਿੱਤਾ ਜਾਵੇ। ਇਹ ਗੱਲ ਇਥੇ ਭਾਰਤੀ ਘੱਟ ਗਿਣਤੀਆਂ ਅਤੇ ਦਲਿਤ ਫਰੰਟ ਦੇ ਪ੍ਰਧਾਨ ਸੇਵਾ ਸਿੰਘ ਸੇਖਵਾਂ ਅਤੇ ਜਨਰਲ ਸਕੱਤਰ ਜੋਗਿੰਦਰ ਸਿੰਘ ਛੀਨਾ ਨੇ ਇਕ ਸਾਂਝੀ ਪ੍ਰੈਸ ਕਾਨਫਰੰਸ ਦੌਰਾਨ ਕਹੀ। ਫਰੰਟ ਨੇਤਾਵਾਂ ਨੇ ਹੜ੍ਹਾਂ ਨਾਲ ਬੁਰੀ ਤਰ੍ਹਾਂ ਪ੍ਰਭਾਵਿਤ ਇਲਾਕਿਆਂ ਦਾ ਦੌਰਾ ਕਰਨ ਤੋਂ ਬਾਅਦ ਪੱਤਰਕਾਰਾਂ ਨੂੰ ਦੱਸਿਆ ਕਿ ਇਨ੍ਹਾਂ ਹੜ੍ਹਾਂ ਵਿੱਚ ਜੋ ਲੋਕਾਂ ਦਾ ਨੁਕਸਾਨ ਹੋਇਆ ਹੈ ਉਸ ਨੇ 1988 ਦੇ ਹੜ੍ਹਾਂ ਦੀ ਯਾਦ ਤਾਜ਼ਾ ਕਰਵਾ ਦਿੱਤੀ ਹੈ। ਸੇਖਵਾਂ ਅਤੇ ਛੀਨਾ ਨੇ ਅੱਗੇ ਦੱਸਿਆ ਕਿ ਬਲਾਕ ਦੀਨਾਨਗਰ ਅਤੇ ਕਾਹਨੂੰਵਾਨ ਦੇ ਧੁੱਸੀ ਬੰਨ੍ਹ ਨਾਲ ਲਗਦੇ ਇਲਾਕਿਆਂ ਵਿੱਚ 5-7 ਫੁੱਟ ਤੱਕ ਪਾਣੀ ਆ ਗਿਆ ਜਿਸ ਕਰਕੇ ਫਸਲਾਂ ਦੀ ਬਹੁਤ ਤਬਾਹੀ ਹੋਈ ਹੈ ਅਤੇ ਬਹੁਤ ਸਾਰੇ ਕੱਚੇ ਮਕਾਨ ਵੀ ਢਹਿ ਗਏ ਹਨ ਅਤੇ ਹਜ਼ਾਰਾਂ ਏਕੜ ਜ਼ਮੀਨ ਵਿੱਚ ਰੇਤਾ ਪੈ ਗਿਆ ਹੈ। ਦਲਿਤ ਫਰੰਟ ਨੇਤਾਵਾਂ ਨੇ ਦੋਸ਼ ਲਾਇਆ ਕਿ ਜੇਕਰ ਡਰੇਨਜ਼ ਵਿਭਾਗ ਵਲੋਂ ਮੌਨਸੂਨ ਦੇ ਮੌਸਮ ਤੋਂ ਪਹਿਲਾਂ ਨਿਕਾਸੀ ਨਾਲਿਆਂ ਦੀ ਸਹੀ ਢੰਗ ਨਾਲ ਸਫਾਈ ਕਰਵਾਈ ਹੁੰਦੀ ਤਾਂ ਬਹੁਤ ਬਚਾਅ ਹੋ ਸਕਦਾ ਸੀ। <box>66 758 402 951</box>
masthead-rule <box>40 46 946 47</box>
ropar-headline-2: ਲੋਕਾਂ ਦੀ ਹੜ੍ਹਾਂ ਕਾਰਨ ਤਬਾਹੀ <box>616 149 852 174</box>
